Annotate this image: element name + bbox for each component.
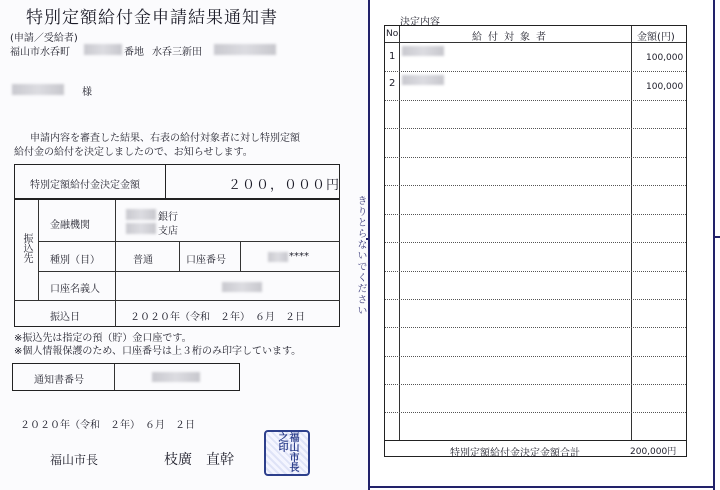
redacted-address-detail (214, 44, 276, 55)
mayor-name: 枝廣 直幹 (164, 452, 234, 468)
note-1: ※振込先は指定の預（貯）金口座です。 (14, 333, 192, 344)
redacted-notice-number (152, 372, 200, 382)
left-page (0, 0, 356, 490)
col-divider-amount (631, 26, 632, 440)
transfer-date-label: 振込日 (50, 312, 80, 323)
account-holder-label: 口座名義人 (50, 284, 100, 295)
type-row-divider (38, 271, 340, 272)
right-fold-mark (713, 236, 720, 238)
type-divider-1 (179, 242, 180, 271)
right-page-border-bottom (368, 486, 714, 488)
applicant-label: (申請／受給者) (10, 33, 78, 44)
redacted-branch-name (126, 223, 156, 234)
right-page-border-right (713, 0, 715, 490)
bank-row-divider (38, 241, 340, 242)
row-2-no: 2 (389, 78, 396, 89)
transfer-label: 振込先 (21, 233, 32, 263)
branch-name: 支店 (158, 226, 178, 237)
cut-warning: きりとらないでください (355, 195, 366, 316)
decision-amount-value: ２００，０００円 (228, 178, 341, 193)
issue-date: ２０２０年（令和 ２年） ６月 ２日 (20, 420, 195, 431)
redacted-recipient-name (12, 84, 64, 95)
col-divider-no (399, 26, 400, 440)
bank-name: 銀行 (158, 212, 178, 223)
total-amount: 200,000円 (630, 447, 677, 457)
notice-line-2: 給付金の給付を決定しましたので、お知らせします。 (14, 147, 253, 158)
address-area: 水呑三新田 (152, 47, 202, 58)
account-number-label: 口座番号 (186, 255, 226, 266)
mayor-title: 福山市長 (50, 453, 99, 467)
address-city: 福山市水呑町 (10, 47, 70, 58)
col-header-target: 給付対象者 (472, 32, 552, 43)
note-2: ※個人情報保護のため、口座番号は上３桁のみ印字しています。 (14, 346, 302, 357)
account-number-mask: **** (289, 251, 309, 262)
bank-label: 金融機関 (50, 220, 90, 231)
official-seal (264, 430, 310, 476)
decision-table (384, 25, 687, 457)
redacted-row-2-name (402, 75, 444, 85)
notice-number-label: 通知書番号 (34, 375, 84, 386)
total-row-line (385, 440, 686, 441)
row-line-6 (385, 214, 686, 215)
row-line-2 (385, 100, 686, 101)
redacted-address-number (84, 44, 122, 55)
row-line-3 (385, 128, 686, 129)
col-header-amount: 金額(円) (637, 32, 675, 43)
col-header-no: No. (386, 29, 401, 39)
document-title: 特別定額給付金申請結果通知書 (26, 8, 278, 28)
row-line-13 (385, 412, 686, 413)
section-title: 決定内容 (400, 17, 440, 28)
type-label: 種別（目） (50, 255, 100, 266)
type-divider-2 (240, 242, 241, 271)
transfer-label-divider (38, 200, 39, 300)
row-line-11 (385, 356, 686, 357)
redacted-bank-name (126, 209, 156, 220)
seal-text: 福山市長之印 (276, 432, 298, 472)
row-line-10 (385, 327, 686, 328)
row-line-4 (385, 157, 686, 158)
decision-amount-label: 特別定額給付金決定金額 (30, 180, 140, 191)
redacted-account-holder (222, 282, 262, 292)
row-1-amount: 100,000 (646, 53, 684, 63)
type-value: 普通 (133, 255, 153, 266)
sama-label: 様 (82, 87, 92, 98)
holder-row-divider (14, 300, 340, 301)
row-line-9 (385, 299, 686, 300)
total-label: 特別定額給付金決定金額合計 (450, 448, 580, 459)
row-line-7 (385, 242, 686, 243)
row-line-5 (385, 185, 686, 186)
transfer-col-divider (115, 200, 116, 327)
row-2-amount: 100,000 (646, 82, 684, 92)
redacted-account-prefix (268, 252, 288, 262)
row-line-8 (385, 271, 686, 272)
transfer-date: ２０２０年（令和 ２年） ６月 ２日 (130, 312, 305, 323)
row-1-no: 1 (389, 51, 396, 62)
row-line-1 (385, 71, 686, 72)
amount-divider (165, 165, 166, 198)
row-line-12 (385, 384, 686, 385)
address-banchi: 番地 (124, 47, 144, 58)
right-page-border-left (368, 0, 370, 490)
redacted-row-1-name (402, 46, 444, 56)
notice-number-divider (114, 364, 115, 390)
notice-line-1: 申請内容を審査した結果、右表の給付対象者に対し特別定額 (30, 133, 300, 144)
